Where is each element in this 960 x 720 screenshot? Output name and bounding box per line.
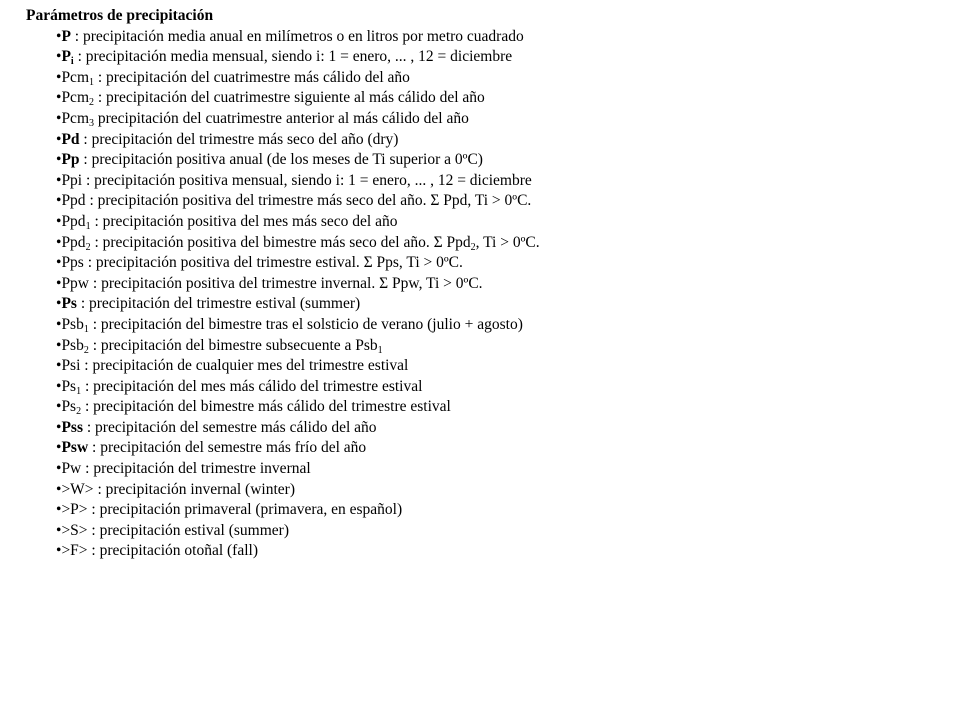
- list-item: [56, 541, 926, 562]
- bullet-icon: •: [56, 48, 62, 66]
- parameter-description: : precipitación media anual en milímetros o en litros por metro cuadrado: [70, 27, 524, 45]
- bullet-icon: •: [56, 542, 62, 560]
- list-item: [56, 68, 926, 89]
- bullet-icon: •: [56, 521, 62, 539]
- list-item: [56, 377, 926, 398]
- parameter-subscript: 2: [89, 97, 94, 109]
- list-item: [56, 521, 926, 542]
- parameter-description: : precipitación positiva mensual, siendo i: 1 = enero, ... , 12 = diciembre: [82, 171, 532, 189]
- list-item: [56, 500, 926, 521]
- list-item: [56, 480, 926, 501]
- parameter-term: Ppd: [61, 212, 86, 230]
- document-title: Parámetros de precipitación: [26, 7, 214, 24]
- parameter-term: Ppd: [61, 192, 86, 210]
- parameter-term: Ps: [61, 398, 77, 416]
- parameter-subscript: 3: [89, 117, 94, 129]
- parameter-term: Psw: [61, 439, 89, 457]
- list-item: [56, 233, 926, 254]
- parameter-term: Pps: [61, 254, 84, 272]
- parameter-description: : precipitación positiva del trimestre invernal. Σ Ppw, Ti > 0ºC.: [89, 274, 483, 292]
- parameter-description: : precipitación media mensual, siendo i: 1 = enero, ... , 12 = diciembre: [73, 48, 513, 66]
- parameter-term: Pcm: [61, 68, 89, 86]
- bullet-icon: •: [56, 89, 62, 107]
- bullet-icon: •: [56, 501, 62, 519]
- bullet-icon: •: [56, 130, 62, 148]
- bullet-icon: •: [56, 315, 62, 333]
- parameter-term: Pss: [61, 418, 83, 436]
- list-item: [56, 459, 926, 480]
- parameter-description: : precipitación invernal (winter): [93, 480, 295, 498]
- parameter-term: Ppi: [61, 171, 83, 189]
- parameter-description: : precipitación del trimestre estival (summer): [76, 295, 361, 313]
- list-item: [56, 315, 926, 336]
- parameter-description: : precipitación del trimestre invernal: [81, 460, 311, 478]
- list-item: [56, 109, 926, 130]
- parameter-subscript: 1: [85, 220, 91, 232]
- bullet-icon: •: [56, 377, 62, 395]
- bullet-icon: •: [56, 418, 62, 436]
- parameter-term: Pd: [61, 130, 80, 148]
- list-item: [56, 88, 926, 109]
- parameter-term: Psb: [61, 336, 84, 354]
- bullet-icon: •: [56, 295, 62, 313]
- bullet-icon: •: [56, 439, 62, 457]
- parameter-subscript: i: [70, 56, 74, 68]
- parameter-term: Ps: [61, 295, 77, 313]
- description-subscript: 1: [377, 344, 383, 356]
- parameter-term: Pcm: [61, 89, 89, 107]
- parameter-description: : precipitación positiva del bimestre más seco del año. Σ Ppd: [90, 233, 471, 251]
- bullet-icon: •: [56, 357, 62, 375]
- list-item: [56, 356, 926, 377]
- parameter-description: : precipitación del semestre más frío del año: [88, 439, 367, 457]
- list-item: [56, 397, 926, 418]
- parameter-term: Pcm: [61, 109, 89, 127]
- parameter-description: : precipitación del cuatrimestre más cálido del año: [94, 68, 410, 86]
- bullet-icon: •: [56, 27, 62, 45]
- bullet-icon: •: [56, 398, 62, 416]
- list-item: [56, 253, 926, 274]
- list-item: [56, 418, 926, 439]
- list-item: [56, 171, 926, 192]
- parameter-description: : precipitación otoñal (fall): [87, 542, 258, 560]
- bullet-icon: •: [56, 109, 62, 127]
- document: [26, 6, 926, 562]
- bullet-icon: •: [56, 151, 62, 169]
- parameter-subscript: 2: [76, 406, 82, 418]
- list-item: [56, 150, 926, 171]
- parameter-description: : precipitación positiva del trimestre más seco del año. Σ Ppd, Ti > 0ºC.: [85, 192, 532, 210]
- parameter-description: : precipitación primaveral (primavera, en español): [87, 501, 403, 519]
- parameter-description: : precipitación estival (summer): [87, 521, 289, 539]
- parameter-term: >P>: [61, 501, 88, 519]
- parameter-subscript: 2: [85, 241, 91, 253]
- bullet-icon: •: [56, 171, 62, 189]
- parameter-subscript: 1: [76, 385, 82, 397]
- parameter-description: : precipitación positiva del mes más seco del año: [90, 212, 398, 230]
- parameter-subscript: 2: [83, 344, 89, 356]
- parameter-term: Pw: [61, 460, 82, 478]
- parameter-description: : precipitación del bimestre más cálido del trimestre estival: [81, 398, 451, 416]
- parameter-term: >S>: [61, 521, 88, 539]
- bullet-icon: •: [56, 480, 62, 498]
- parameter-description: precipitación del cuatrimestre anterior al más cálido del año: [94, 109, 469, 127]
- parameter-term: Ps: [61, 377, 77, 395]
- list-item: [56, 438, 926, 459]
- parameter-term: Psi: [61, 357, 81, 375]
- parameter-subscript: 1: [83, 323, 89, 335]
- parameter-description: : precipitación positiva anual (de los meses de Ti superior a 0ºC): [79, 151, 483, 169]
- description-subscript: 2: [470, 241, 476, 253]
- parameter-term: Pp: [61, 151, 80, 169]
- bullet-icon: •: [56, 274, 62, 292]
- parameter-description-tail: , Ti > 0ºC.: [475, 233, 540, 251]
- list-item: [56, 212, 926, 233]
- bullet-icon: •: [56, 254, 62, 272]
- parameter-description: : precipitación positiva del trimestre estival. Σ Pps, Ti > 0ºC.: [83, 254, 463, 272]
- parameter-description: : precipitación del trimestre más seco del año (dry): [79, 130, 399, 148]
- bullet-icon: •: [56, 460, 62, 478]
- list-item: [56, 47, 926, 68]
- list-item: [56, 191, 926, 212]
- bullet-icon: •: [56, 192, 62, 210]
- parameter-subscript: 1: [89, 76, 94, 88]
- parameter-term: Psb: [61, 315, 84, 333]
- parameter-term: P: [61, 48, 71, 66]
- parameter-description: : precipitación del semestre más cálido del año: [82, 418, 377, 436]
- bullet-icon: •: [56, 212, 62, 230]
- list-item: [56, 130, 926, 151]
- parameter-list: [26, 27, 926, 562]
- bullet-icon: •: [56, 233, 62, 251]
- parameter-term: Ppw: [61, 274, 90, 292]
- parameter-description: : precipitación del cuatrimestre siguiente al más cálido del año: [94, 89, 485, 107]
- parameter-description: : precipitación del bimestre subsecuente a Psb: [88, 336, 378, 354]
- bullet-icon: •: [56, 336, 62, 354]
- parameter-term: P: [61, 27, 71, 45]
- list-item: [56, 294, 926, 315]
- parameter-term: Ppd: [61, 233, 86, 251]
- bullet-icon: •: [56, 68, 62, 86]
- list-item: [56, 336, 926, 357]
- parameter-description: : precipitación del mes más cálido del trimestre estival: [81, 377, 423, 395]
- parameter-term: >W>: [61, 480, 94, 498]
- parameter-description: : precipitación del bimestre tras el solsticio de verano (julio + agosto): [88, 315, 523, 333]
- parameter-description: : precipitación de cualquier mes del trimestre estival: [80, 357, 409, 375]
- parameter-term: >F>: [61, 542, 88, 560]
- list-item: [56, 274, 926, 295]
- list-item: [56, 27, 926, 48]
